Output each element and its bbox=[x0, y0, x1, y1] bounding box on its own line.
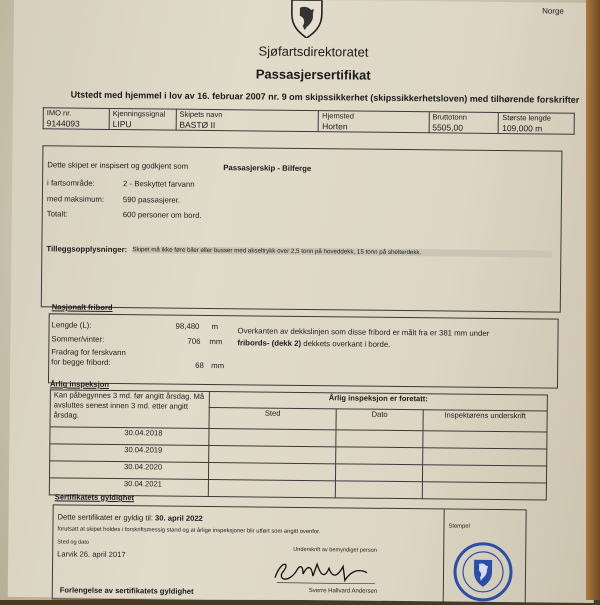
legal-authority: Utstedt med hjemmel i lov av 16. februar 2007 nr. 9 om skipssikkerhet (skipssikkerhetsloven) med tilhørende forskrifter bbox=[70, 89, 580, 105]
place-date-value: Larvik 26. april 2017 bbox=[57, 549, 126, 560]
document-title: Passasjersertifikat bbox=[255, 66, 371, 83]
signature-icon bbox=[267, 556, 387, 589]
max-label: med maksimum: bbox=[46, 194, 105, 204]
extension-title: Forlengelse av sertifikatets gyldighet bbox=[59, 585, 194, 596]
col-date: Dato bbox=[336, 409, 423, 431]
length-value: 98,480 bbox=[175, 321, 200, 331]
fresh-value: 68 bbox=[195, 360, 204, 370]
call-sign-value: LIPU bbox=[112, 118, 132, 130]
ship-data-table bbox=[43, 107, 575, 135]
official-stamp-icon bbox=[453, 542, 514, 603]
validity-title: Sertifikatets gyldighet bbox=[54, 492, 135, 503]
anniversary-date: 30.04.2018 bbox=[50, 427, 209, 446]
home-port-cell bbox=[319, 111, 429, 133]
country-label: Norge bbox=[542, 6, 564, 16]
max-length-cell bbox=[499, 113, 575, 135]
inspection-table bbox=[49, 389, 548, 503]
total-label: Totalt: bbox=[46, 209, 68, 219]
call-sign-label: Kjenningssignal bbox=[112, 108, 166, 119]
ship-type: Passasjerskip - Bilferge bbox=[223, 163, 312, 174]
freeboard-title: Nasjonalt fribord bbox=[51, 302, 113, 312]
freeboard-note-2 bbox=[237, 338, 390, 349]
anniversary-date: 30.04.2019 bbox=[50, 444, 209, 463]
divider bbox=[443, 509, 445, 602]
gross-tonnage-cell bbox=[429, 112, 499, 134]
ship-name-value: BASTØ II bbox=[179, 119, 216, 131]
summer-unit: mm bbox=[209, 336, 223, 347]
summer-value: 706 bbox=[187, 336, 201, 346]
length-label: Lengde (L): bbox=[51, 320, 92, 330]
gross-tonnage-label: Bruttotonn bbox=[432, 112, 468, 122]
home-port-value: Horten bbox=[322, 121, 348, 132]
ship-name-label: Skipets navn bbox=[179, 109, 223, 120]
col-signature: Inspektørens underskrift bbox=[423, 410, 547, 432]
extra-info-label: Tilleggsopplysninger: bbox=[46, 244, 128, 255]
fresh-label-2: for begge fribord: bbox=[51, 357, 111, 367]
summer-label: Sommer/vinter: bbox=[51, 334, 105, 344]
extra-info-value: Skipet må ikke føre biler eller busser med akseltrykk over 2,5 tonn på hoveddekk, 15 tonn på shelterdekk. bbox=[132, 246, 552, 257]
approval-section bbox=[41, 145, 563, 312]
signer-name: Sverre Hallvard Andersen bbox=[308, 588, 378, 595]
area-value: 2 - Beskyttet farvann bbox=[123, 179, 195, 189]
imo-label: IMO nr. bbox=[46, 108, 72, 118]
approval-intro: Dette skipet er inspisert og godkjent som bbox=[47, 160, 189, 171]
imo-cell bbox=[43, 108, 109, 130]
freeboard-note-rest: dekkets overkant i borde. bbox=[303, 338, 391, 349]
frame-edge bbox=[586, 0, 600, 600]
fresh-label-1: Fradrag for ferskvann bbox=[51, 347, 126, 358]
max-value: 590 passasjerer. bbox=[122, 195, 181, 205]
valid-until-line bbox=[58, 512, 203, 523]
anniversary-date: 30.04.2020 bbox=[49, 461, 208, 480]
inspection-note: Kan påbegynnes 3 md. før angitt årsdag. Må avsluttes senest innen 3 md. etter angitt årsdag. bbox=[50, 390, 209, 429]
area-label: i fartsområde: bbox=[47, 178, 95, 188]
valid-until-date: 30. april 2022 bbox=[155, 513, 203, 523]
certificate-paper bbox=[8, 0, 600, 603]
call-sign-cell bbox=[109, 108, 176, 130]
max-length-label: Største lengde bbox=[502, 113, 552, 123]
imo-value: 9144093 bbox=[46, 118, 80, 129]
inspection-title: Årlig inspeksjon bbox=[49, 379, 110, 389]
place-date-label: Sted og dato bbox=[57, 539, 90, 546]
freeboard-section bbox=[48, 302, 559, 388]
home-port-label: Hjemsted bbox=[322, 111, 354, 121]
validity-condition: forutsatt at skipet holdes i forskriftsmessig stand og at årlige inspeksjoner blir utført som angitt ovenfor. bbox=[57, 526, 321, 536]
max-length-value: 109,000 m bbox=[502, 123, 543, 134]
col-place: Sted bbox=[209, 408, 336, 430]
organization-name: Sjøfartsdirektoratet bbox=[258, 43, 369, 60]
freeboard-note-bold: fribords- (dekk 2) bbox=[237, 338, 302, 348]
coat-of-arms-icon bbox=[286, 0, 328, 38]
length-unit: m bbox=[211, 322, 219, 332]
stamp-label: Stempel bbox=[448, 523, 470, 530]
freeboard-note-1: Overkanten av dekkslinjen som disse fribord er målt fra er 381 mm under bbox=[237, 326, 490, 338]
anniversary-date: 30.04.2021 bbox=[49, 478, 208, 497]
valid-until-label: Dette sertifikatet er gyldig til: bbox=[57, 512, 154, 523]
gross-tonnage-value: 5505,00 bbox=[432, 122, 464, 133]
fresh-unit: mm bbox=[211, 361, 225, 371]
total-value: 600 personer om bord. bbox=[122, 210, 202, 220]
ship-name-cell bbox=[176, 109, 319, 131]
inspection-header: Årlig inspeksjon er foretatt: bbox=[209, 391, 547, 411]
signature-label: Underskrift av bemyndiget person bbox=[293, 546, 377, 554]
